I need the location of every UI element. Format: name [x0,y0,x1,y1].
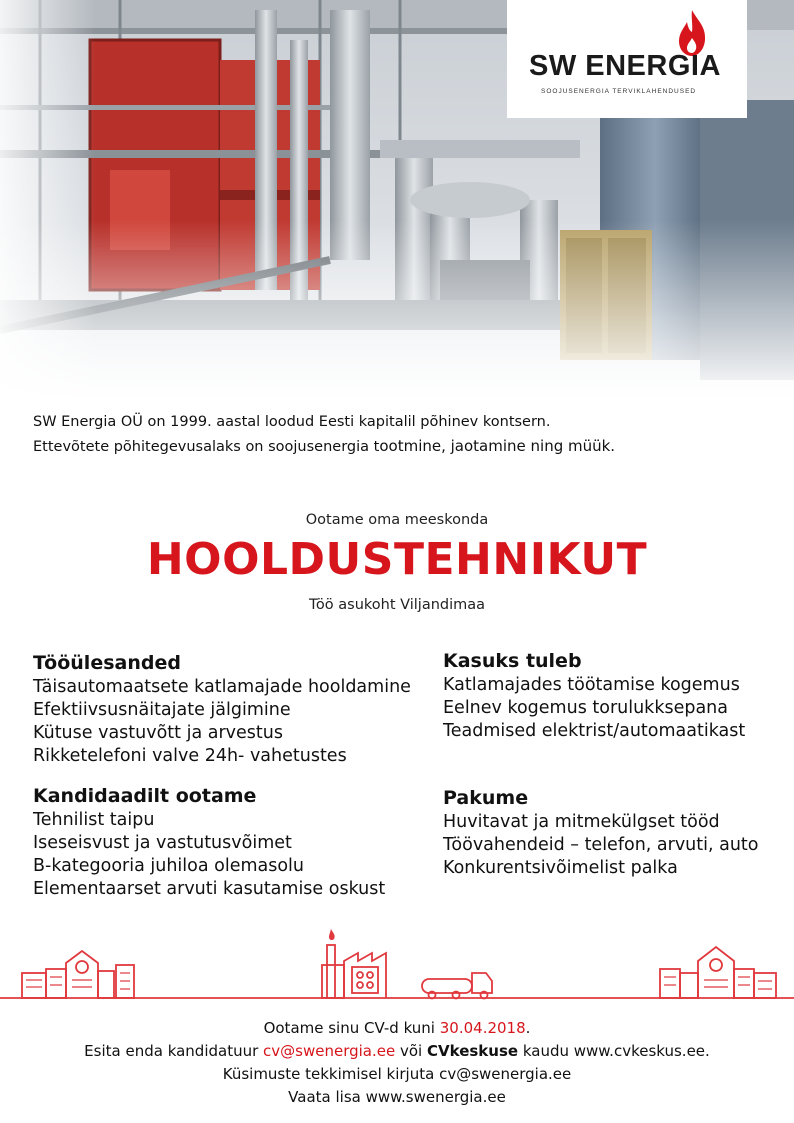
right-buildings-icon [660,947,776,998]
list-item: Katlamajades töötamise kogemus [443,675,740,695]
logo-tagline: SOOJUSENERGIA TERVIKLAHENDUSED [541,88,697,95]
list-item: Efektiivsusnäitajate jälgimine [33,700,291,720]
left-buildings-icon [22,951,134,998]
job-location: Töö asukoht Viljandimaa [308,597,486,613]
lead-text: Ootame oma meeskonda [305,512,489,528]
list-item: Täisautomaatsete katlamajade hooldamine [33,677,411,697]
deadline-date: 30.04.2018 [439,1019,526,1037]
intro-line-2-end: ootmine, jaotamine ning müük. [379,437,616,455]
section-tasks [33,652,411,768]
website-line: Vaata lisa www.swenergia.ee [288,1088,506,1106]
list-item: Kütuse vastuvõtt ja arvestus [33,723,283,743]
apply-email-link[interactable]: cv@swenergia.ee [263,1042,396,1060]
cvkeskus-name: CVkeskuse [427,1042,519,1060]
section-tasks-title: Tööülesanded [33,652,181,674]
section-offer-title: Pakume [443,787,529,809]
apply-mid: või [395,1042,427,1060]
list-item: Eelnev kogemus torulukksepana [443,698,728,718]
deadline-suffix: . [525,1019,531,1037]
apply-line [0,1040,794,1063]
apply-prefix: Esita enda kandidatuur [84,1042,264,1060]
section-expect-title: Kandidaadilt ootame [33,785,257,807]
city-line-art [0,925,794,1005]
apply-suffix: kaudu www.cvkeskus.ee. [518,1042,710,1060]
list-item: Elementaarset arvuti kasutamise oskust [33,879,386,899]
intro-line-2 [33,434,773,459]
list-item: Rikketelefoni valve 24h- vahetustes [33,746,347,766]
list-item: Iseseisvust ja vastutusvõimet [33,833,292,853]
list-item: Teadmised elektrist/automaatikast [443,721,746,741]
list-item: B-kategooria juhiloa olemasolu [33,856,305,876]
deadline-prefix: Ootame sinu CV-d kuni [263,1019,440,1037]
intro-line-2-start: Ettevõtete põhitegevusalaks on soojusenergia t [33,439,380,455]
section-advantage-title: Kasuks tuleb [443,650,582,672]
company-intro [33,410,773,459]
tanker-truck-icon [422,973,492,999]
contact-block [0,1017,794,1109]
section-advantage [443,650,745,743]
list-item: Konkurentsivõimelist palka [443,858,678,878]
deadline-line [0,1017,794,1040]
factory-icon [322,929,386,998]
section-offer [443,787,759,880]
logo-wordmark: SW ENERGIA [529,50,721,82]
section-expect [33,785,385,901]
intro-line-1: SW Energia OÜ on 1999. aastal loodud Eesti kapitalil põhinev kontsern. [33,414,551,430]
list-item: Tehnilist taipu [33,810,155,830]
company-logo [507,0,747,118]
job-title: HOOLDUSTEHNIKUT [146,534,648,585]
list-item: Huvitavat ja mitmekülgset tööd [443,812,720,832]
list-item: Töövahendeid – telefon, arvuti, auto [443,835,759,855]
questions-line: Küsimuste tekkimisel kirjuta cv@swenergia.ee [222,1065,572,1083]
